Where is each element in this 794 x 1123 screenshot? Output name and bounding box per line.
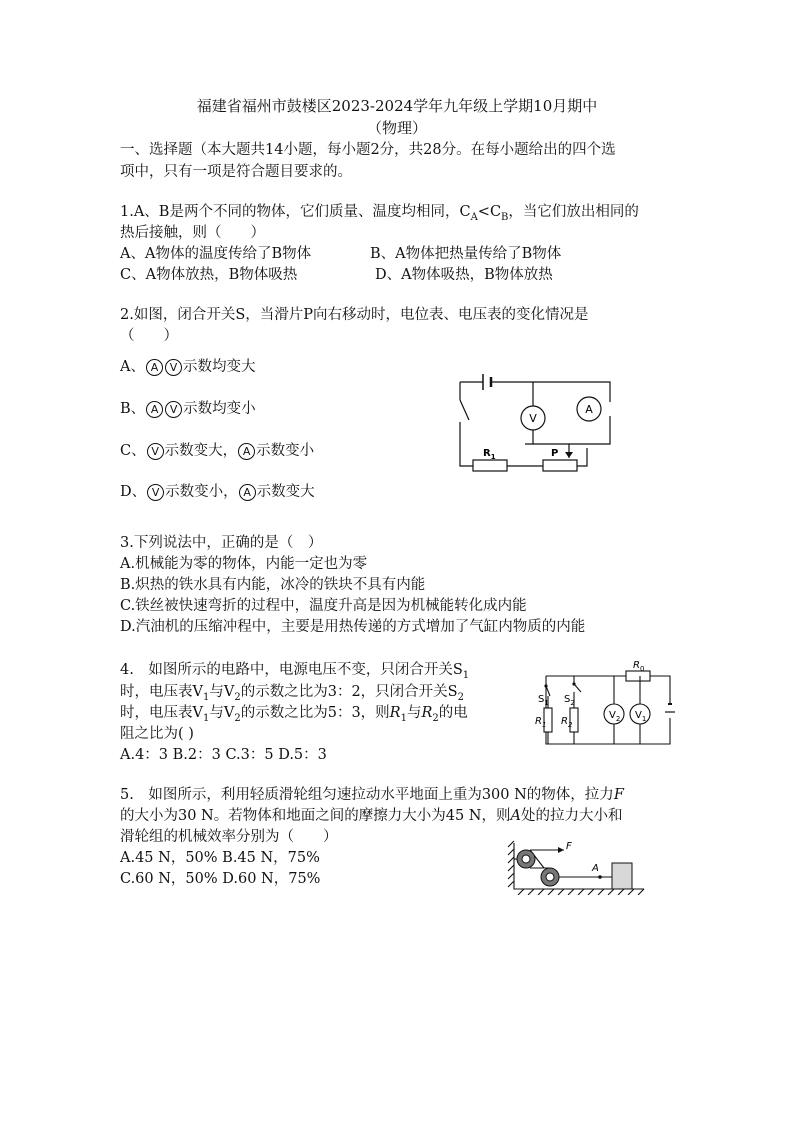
fig-r1-sub: 1 — [490, 453, 496, 461]
q2-stem-line2: （ ） — [120, 328, 178, 344]
fig-s2-sub: 2 — [570, 699, 575, 707]
q4-stem-line4: 阻之比为( ) — [120, 726, 194, 742]
q1-sub-a: A — [470, 211, 478, 223]
fig-r1: R — [535, 716, 542, 727]
svg-text:S2 — [564, 694, 575, 707]
q4-l2s1: 1 — [202, 691, 210, 703]
voltmeter-symbol: V — [147, 443, 164, 460]
q3-stem: 3.下列说法中，正确的是（ ） — [120, 535, 323, 551]
q2-d-label: D、 — [120, 484, 147, 500]
q1-option-d: D、A物体吸热，B物体放热 — [375, 267, 553, 283]
q2-option-d — [120, 482, 315, 502]
fig-s1: S — [538, 694, 545, 705]
q5-l1F: F — [613, 787, 624, 803]
q2-b-label: B、 — [120, 401, 146, 417]
ammeter-symbol: A — [239, 484, 256, 501]
q3-option-b: B.炽热的铁水具有内能，冰冷的铁块不具有内能 — [120, 577, 426, 593]
q1-option-b: B、A物体把热量传给了B物体 — [370, 246, 562, 262]
q4-options: A.4：3 B.2：3 C.3：5 D.5：3 — [120, 747, 327, 763]
q2-b-text: 示数均变小 — [183, 401, 256, 417]
q4-l3r1s: 1 — [400, 712, 407, 724]
q2-c-text2: 示数变小 — [256, 443, 315, 459]
q1-lt: <C — [477, 204, 502, 220]
fig-v2: V — [609, 710, 616, 721]
voltmeter-symbol: V — [147, 484, 164, 501]
ammeter-symbol: A — [238, 443, 255, 460]
q1-stem-b: ，当它们放出相同的 — [508, 204, 639, 220]
q1-stem-a: 1.A、B是两个不同的物体，它们质量、温度均相同，C — [120, 204, 471, 220]
q4-l3e: 的电 — [438, 705, 468, 721]
fig-r2-sub: 2 — [567, 721, 573, 729]
q3-option-a: A.机械能为零的物体，内能一定也为零 — [120, 556, 368, 572]
q3-option-d: D.汽油机的压缩冲程中，主要是用热传递的方式增加了气缸内物质的内能 — [120, 619, 586, 635]
q2-stem-line1: 2.如图，闭合开关S，当滑片P向右移动时，电位表、电压表的变化情况是 — [120, 307, 589, 323]
voltmeter-symbol: V — [165, 401, 182, 418]
q4-l2s3: 2 — [457, 691, 464, 703]
q5-l2: 的大小为30 N。若物体和地面之间的摩擦力大小为45 N，则 — [120, 808, 511, 824]
q2-c-label: C、 — [120, 443, 146, 459]
q2-option-c — [120, 441, 314, 461]
q5-l1a: 5. 如图所示，利用轻质滑轮组匀速拉动水平地面上重为300 N的物体，拉力 — [120, 787, 614, 803]
q4-l1: 4. 如图所示的电路中，电源电压不变，只闭合开关S — [120, 662, 463, 678]
fig-r1-label: R — [483, 448, 491, 459]
q4-l3c: 的示数之比为5：3，则 — [240, 705, 390, 721]
q4-l3s1: 1 — [202, 712, 210, 724]
q5-options-ab: A.45 N，50% B.45 N，75% — [120, 850, 320, 866]
q4-l3s2: 2 — [234, 712, 241, 724]
q1-option-a: A、A物体的温度传给了B物体 — [120, 246, 312, 262]
q2-option-a — [120, 357, 255, 377]
q1-option-c: C、A物体放热，B物体吸热 — [120, 267, 298, 283]
section-instructions-line1: 一、选择题（本大题共14小题，每小题2分，共28分。在每小题给出的四个选 — [120, 142, 616, 158]
q2-option-b — [120, 399, 256, 419]
q4-l3r2: R — [421, 705, 433, 721]
svg-text:S1 — [538, 694, 549, 707]
fig-r1-sub: 1 — [541, 721, 547, 729]
ammeter-symbol: A — [146, 359, 163, 376]
q4-l3b: 与V — [209, 705, 235, 721]
fig-r2: R — [561, 716, 568, 727]
fig-r0: R — [633, 660, 640, 671]
q2-c-text1: 示数变大， — [164, 443, 238, 459]
fig-v2-sub: 2 — [615, 715, 621, 723]
q5-l2b: 处的拉力大小和 — [520, 808, 623, 824]
fig-voltmeter-label: V — [529, 412, 537, 425]
fig-v1-sub: 1 — [641, 715, 647, 723]
fig-force-label: F — [566, 841, 572, 852]
q4-l1-sub: 1 — [462, 669, 470, 681]
q5-stem-line1 — [120, 785, 624, 805]
q4-l2s2: 2 — [234, 691, 241, 703]
q4-l3r2s: 2 — [432, 712, 439, 724]
page-title: 福建省福州市鼓楼区2023-2024学年九年级上学期10月期中 — [196, 97, 598, 115]
section-instructions-line2: 项中，只有一项是符合题目要求的。 — [120, 164, 352, 180]
q4-l2c: 的示数之比为3：2，只闭合开关S — [240, 684, 458, 700]
q2-circuit-diagram — [455, 372, 615, 472]
q2-a-text: 示数均变大 — [182, 359, 256, 375]
q4-l3a: 时，电压表V — [120, 705, 203, 721]
page-subtitle: （物理） — [366, 119, 427, 137]
q4-circuit-diagram — [534, 656, 684, 748]
fig-v1: V — [635, 710, 642, 721]
q2-d-text1: 示数变小， — [165, 484, 238, 500]
fig-s2: S — [564, 694, 571, 705]
q4-l2b: 与V — [209, 684, 235, 700]
ammeter-symbol: A — [146, 401, 163, 418]
q4-l2a: 时，电压表V — [120, 684, 203, 700]
q5-pulley-diagram — [506, 837, 648, 895]
q5-l2A: A — [510, 808, 521, 824]
q4-l3d: 与 — [406, 705, 422, 721]
voltmeter-symbol: V — [165, 359, 182, 376]
q2-a-label: A、 — [120, 359, 145, 375]
q4-l3r1: R — [389, 705, 401, 721]
q2-d-text2: 示数变大 — [256, 484, 315, 500]
fig-r0-sub: 0 — [639, 665, 645, 673]
q3-option-c: C.铁丝被快速弯折的过程中，温度升高是因为机械能转化成内能 — [120, 598, 527, 614]
q1-sub-b: B — [501, 211, 509, 223]
q5-options-cd: C.60 N，50% D.60 N，75% — [120, 871, 321, 887]
fig-point-a-label: A — [592, 863, 599, 874]
fig-s1-sub: 1 — [544, 699, 549, 707]
fig-slider-label: P — [551, 448, 559, 459]
fig-ammeter-label: A — [585, 403, 593, 416]
q5-stem-line3: 滑轮组的机械效率分别为（ ） — [120, 829, 338, 845]
q5-stem-line2 — [120, 806, 622, 826]
q1-stem-line2: 热后接触，则（ ） — [120, 225, 265, 241]
svg-text:R1 — [483, 448, 496, 461]
